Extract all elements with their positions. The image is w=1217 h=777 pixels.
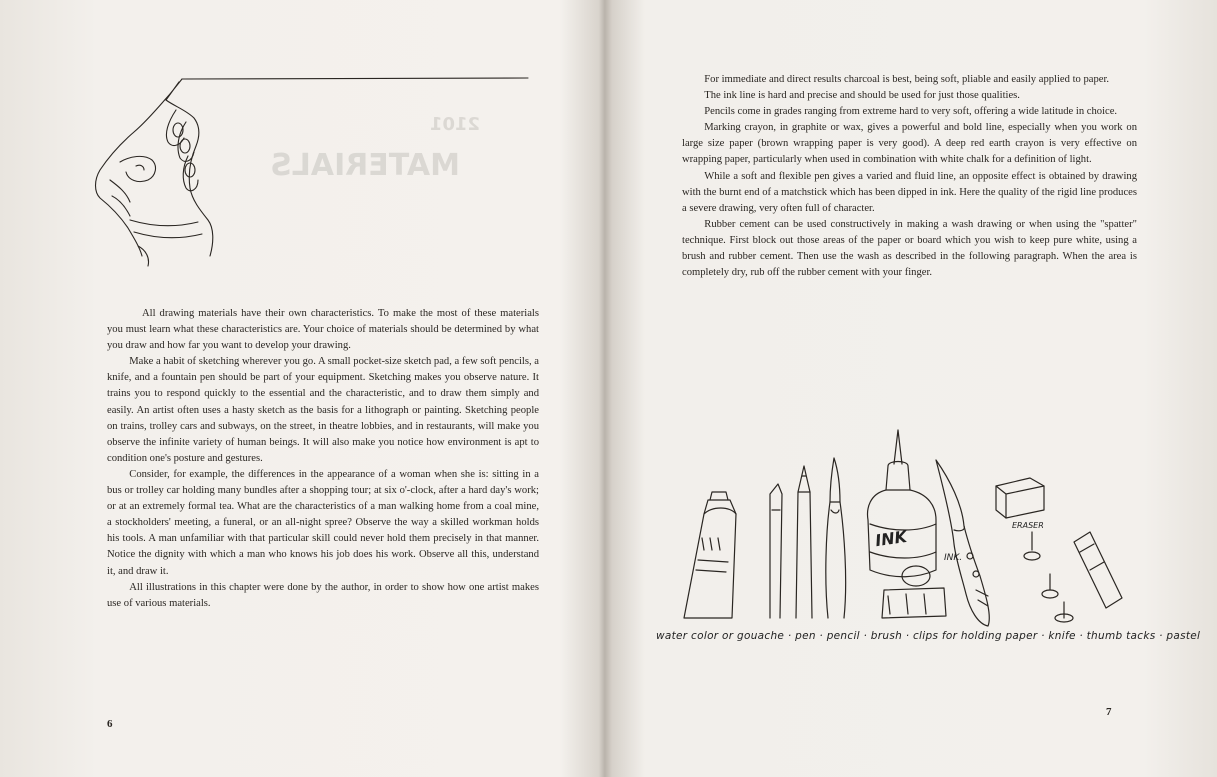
right-body-text [682,72,1137,281]
eraser-icon [996,478,1044,518]
svg-text:MATERIALS: MATERIALS [270,148,460,183]
paint-tube-icon [684,492,736,618]
page-number: 6 [107,718,113,730]
paragraph: While a soft and flexible pen gives a varied and fluid line, an opposite effect is obtained by drawing with the burnt end of a matchstick which has been dipped in ink. Here the quality of the rigid line produces a severe drawing, very often full of character. [682,170,1137,214]
eraser-label: ERASER [1012,521,1044,530]
illustration-caption: water color or gouache · pen · pencil · brush · clips for holding paper · knife · thumb tacks · pastel [656,630,1201,642]
ink-label: INK. [944,553,963,563]
paragraph: All drawing materials have their own characteristics. To make the most of these materials you must learn what these characteristics are. Your choice of materials should be determined by what you draw and how far you want to develop your drawing. [107,308,539,352]
paragraph: Make a habit of sketching wherever you go. A small pocket-size sketch pad, a few soft pencils, a knife, and a fountain pen should be part of your equipment. Sketching makes you observe nature. It trains you to respond quickly to the essential and the characteristic, and to draw them simply and easily. An artist often uses a hasty sketch as the basis for a lithograph or painting. Sketching people on trains, trolley cars and subways, on the street, in theatre lobbies, and in restaurants, will make you observe the infinite variety of human beings. It will also make you notice how environment is apt to condition one's posture and gestures. [107,356,539,464]
paragraph: Pencils come in grades ranging from extreme hard to very soft, offering a wide latitude in choice. [704,106,1118,118]
pastel-icon [1074,532,1122,608]
ink-bottle-icon [868,430,936,577]
hand-holding-pen-sketch [90,70,540,270]
paragraph: Marking crayon, in graphite or wax, gives a powerful and bold line, especially when you work on large size paper (brown wrapping paper is very good). A deep red earth crayon is very effective on wrapping paper, particularly when used in combination with white chalk for a definition of light. [682,122,1137,166]
drawing-materials-illustration [674,420,1154,630]
paragraph: Rubber cement can be used constructively in making a wash drawing or when using the "spatter" technique. First block out those areas of the paper or board which you wish to keep pure white, using a brush and rubber cement. Then use the wash as described in the following paragraph. When the area is completely dry, rub off the rubber cement with your finger. [682,218,1137,279]
pen-icon [770,484,782,618]
svg-text:2101: 2101 [429,114,480,135]
paragraph: All illustrations in this chapter were done by the author, in order to show how one artist makes use of various materials. [107,581,539,609]
left-page [0,0,604,777]
hand-drawing-line-illustration [90,70,540,270]
left-body-text [107,306,539,612]
paragraph: Consider, for example, the differences in the appearance of a woman when she is: sitting in a bus or trolley car holding many bundles after a shopping tour; at six o'-clock, after a hard day's work; or at an extremely formal tea. What are the characteristics of a man walking home from a coal mine, a stockholders' meeting, a funeral, or an all-night spree? Observe the way a skilled workman holds his tools. A man unfamiliar with that particular skill could never hold them precisely in that manner. Notice the dignity with which a man who knows his job does his work. Observe all this, understand it, and draw it. [107,468,539,577]
brush-icon [826,458,846,618]
knife-icon [936,460,989,626]
paragraph: For immediate and direct results charcoal is best, being soft, pliable and easily applied to paper. [704,74,1110,85]
pencil-icon [796,466,812,618]
paper-clip-icon [882,566,946,618]
ink-bottle-label: INK [874,526,909,551]
paragraph: The ink line is hard and precise and should be used for just those qualities. [704,90,1020,102]
thumbtack-icon [1024,532,1073,622]
right-page [604,0,1217,777]
page-number: 7 [1106,706,1112,718]
drawing-tools-sketch [674,420,1154,630]
